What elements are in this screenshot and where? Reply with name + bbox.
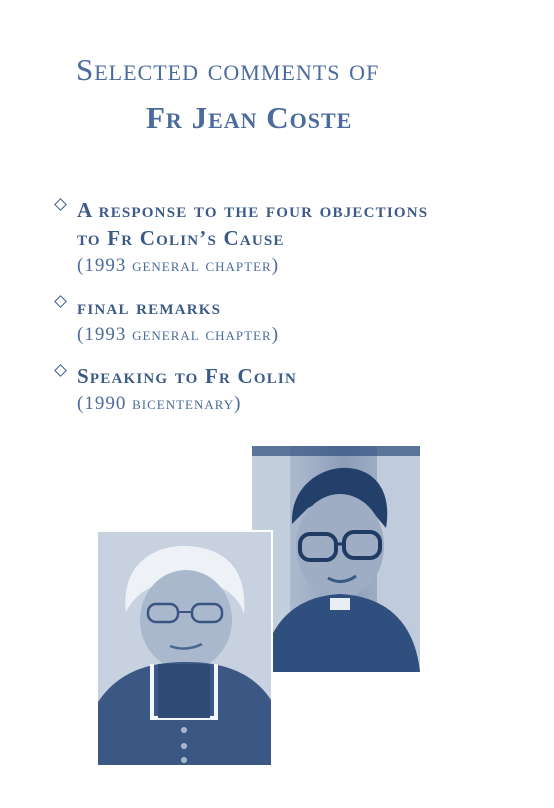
photo-fr-colin-illustration (98, 532, 271, 765)
item-title: Speaking to Fr Colin (77, 364, 298, 388)
item-subtitle: (1993 general chapter) (77, 255, 280, 276)
photo-jean-coste (252, 446, 420, 672)
list-item (56, 362, 526, 418)
diamond-bullet-icon (54, 198, 67, 211)
item-title: to Fr Colin’s Cause (77, 226, 285, 250)
list-item (56, 196, 526, 280)
item-subtitle: (1990 bicentenary) (77, 393, 242, 414)
list-item (56, 293, 526, 349)
photo-fr-colin (98, 532, 271, 765)
diamond-bullet-icon (54, 364, 67, 377)
item-title: final remarks (77, 295, 222, 319)
diamond-bullet-icon (54, 295, 67, 308)
photo-jean-coste-illustration (252, 446, 420, 672)
item-title: A response to the four objections (77, 198, 429, 222)
item-subtitle: (1993 general chapter) (77, 324, 280, 345)
title-line-2: Fr Jean Coste (146, 100, 353, 135)
title-line-1: Selected comments of (76, 52, 380, 87)
